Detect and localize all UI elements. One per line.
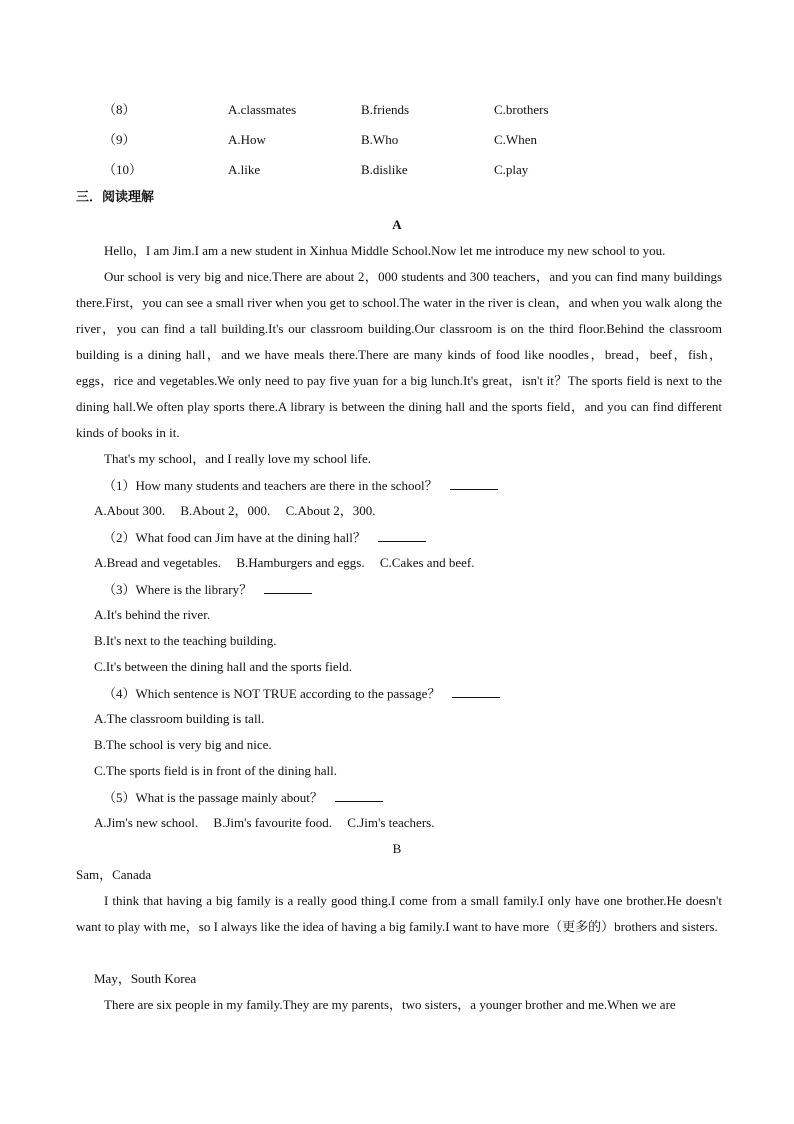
question-3	[103, 579, 312, 600]
option-b: B.dislike	[361, 162, 408, 177]
passage-b-may-paragraph: There are six people in my family.They are my parents，two sisters，a younger brother and me.When we are	[104, 997, 676, 1012]
answer-blank[interactable]	[335, 787, 383, 802]
option-b: B.friends	[361, 102, 410, 117]
answer-blank[interactable]	[264, 579, 312, 594]
question-text: （1）How many students and teachers are there in the school？	[103, 478, 438, 493]
passage-a-paragraph-3: That's my school，and I really love my school life.	[104, 451, 371, 466]
choice-c: C.About 2，300.	[285, 503, 376, 518]
question-3-option-c: C.It's between the dining hall and the sports field.	[94, 659, 352, 674]
question-text: （3）Where is the library？	[103, 582, 253, 597]
question-text: （5）What is the passage mainly about？	[103, 790, 323, 805]
choice-b: B.Jim's favourite food.	[213, 815, 333, 830]
question-number: （9）	[103, 132, 136, 147]
answer-blank[interactable]	[378, 527, 426, 542]
choice-a: A.About 300.	[94, 503, 166, 518]
choice-c: C.Cakes and beef.	[379, 555, 475, 570]
question-text: （2）What food can Jim have at the dining hall？	[103, 530, 366, 545]
question-2	[103, 527, 426, 548]
choice-b: B.Hamburgers and eggs.	[236, 555, 365, 570]
option-row-10	[0, 160, 794, 180]
passage-b-author-sam: Sam，Canada	[76, 867, 152, 882]
passage-b-sam-paragraph: I think that having a big family is a really good thing.I come from a small family.I only have one brother.He doesn't want to play with me，so I always like the idea of having a big family.I want to have more（更多的）brothers and sisters.	[76, 893, 722, 934]
question-number: （8）	[103, 102, 136, 117]
section-title: 三．阅读理解	[76, 190, 155, 205]
choice-b: B.About 2，000.	[180, 503, 271, 518]
question-1	[103, 475, 498, 496]
question-5-options	[94, 813, 446, 833]
option-row-8	[0, 100, 794, 120]
option-b: B.Who	[361, 132, 399, 147]
question-4	[103, 683, 500, 704]
option-a: A.How	[228, 132, 266, 147]
passage-b-author-may: May，South Korea	[94, 971, 197, 986]
question-4-option-a: A.The classroom building is tall.	[94, 711, 265, 726]
answer-blank[interactable]	[450, 475, 498, 490]
question-3-option-b: B.It's next to the teaching building.	[94, 633, 277, 648]
option-c: C.When	[494, 132, 537, 147]
question-3-option-a: A.It's behind the river.	[94, 607, 211, 622]
option-a: A.classmates	[228, 102, 297, 117]
option-row-9	[0, 130, 794, 150]
question-4-option-c: C.The sports field is in front of the dining hall.	[94, 763, 337, 778]
passage-a-paragraph-1: Hello，I am Jim.I am a new student in Xinhua Middle School.Now let me introduce my new school to you.	[104, 243, 666, 258]
question-2-options	[94, 553, 486, 573]
option-a: A.like	[228, 162, 261, 177]
option-c: C.brothers	[494, 102, 549, 117]
choice-a: A.Bread and vegetables.	[94, 555, 222, 570]
option-c: C.play	[494, 162, 529, 177]
choice-a: A.Jim's new school.	[94, 815, 199, 830]
question-4-option-b: B.The school is very big and nice.	[94, 737, 272, 752]
passage-a-paragraph-2: Our school is very big and nice.There are about 2，000 students and 300 teachers，and you can find many buildings there.First，you can see a small river when you get to school.The water in the river is clean，and when you walk along the river，you can find a tall building.It's our classroom building.Our classroom is on the third floor.Behind the classroom building is a dining hall，and we have meals there.There are many kinds of food like noodles，bread，beef，fish，eggs，rice and vegetables.We only need to pay five yuan for a big lunch.It's great，isn't it？The sports field is next to the dining hall.We often play sports there.A library is between the dining hall and the sports field，and you can find different kinds of books in it.	[76, 269, 722, 440]
passage-a-label: A	[392, 217, 402, 232]
question-5	[103, 787, 383, 808]
question-number: （10）	[103, 162, 143, 177]
answer-blank[interactable]	[452, 683, 500, 698]
question-text: （4）Which sentence is NOT TRUE according to the passage？	[103, 686, 441, 701]
question-1-options	[94, 501, 387, 521]
choice-c: C.Jim's teachers.	[347, 815, 435, 830]
passage-b-label: B	[392, 841, 402, 856]
